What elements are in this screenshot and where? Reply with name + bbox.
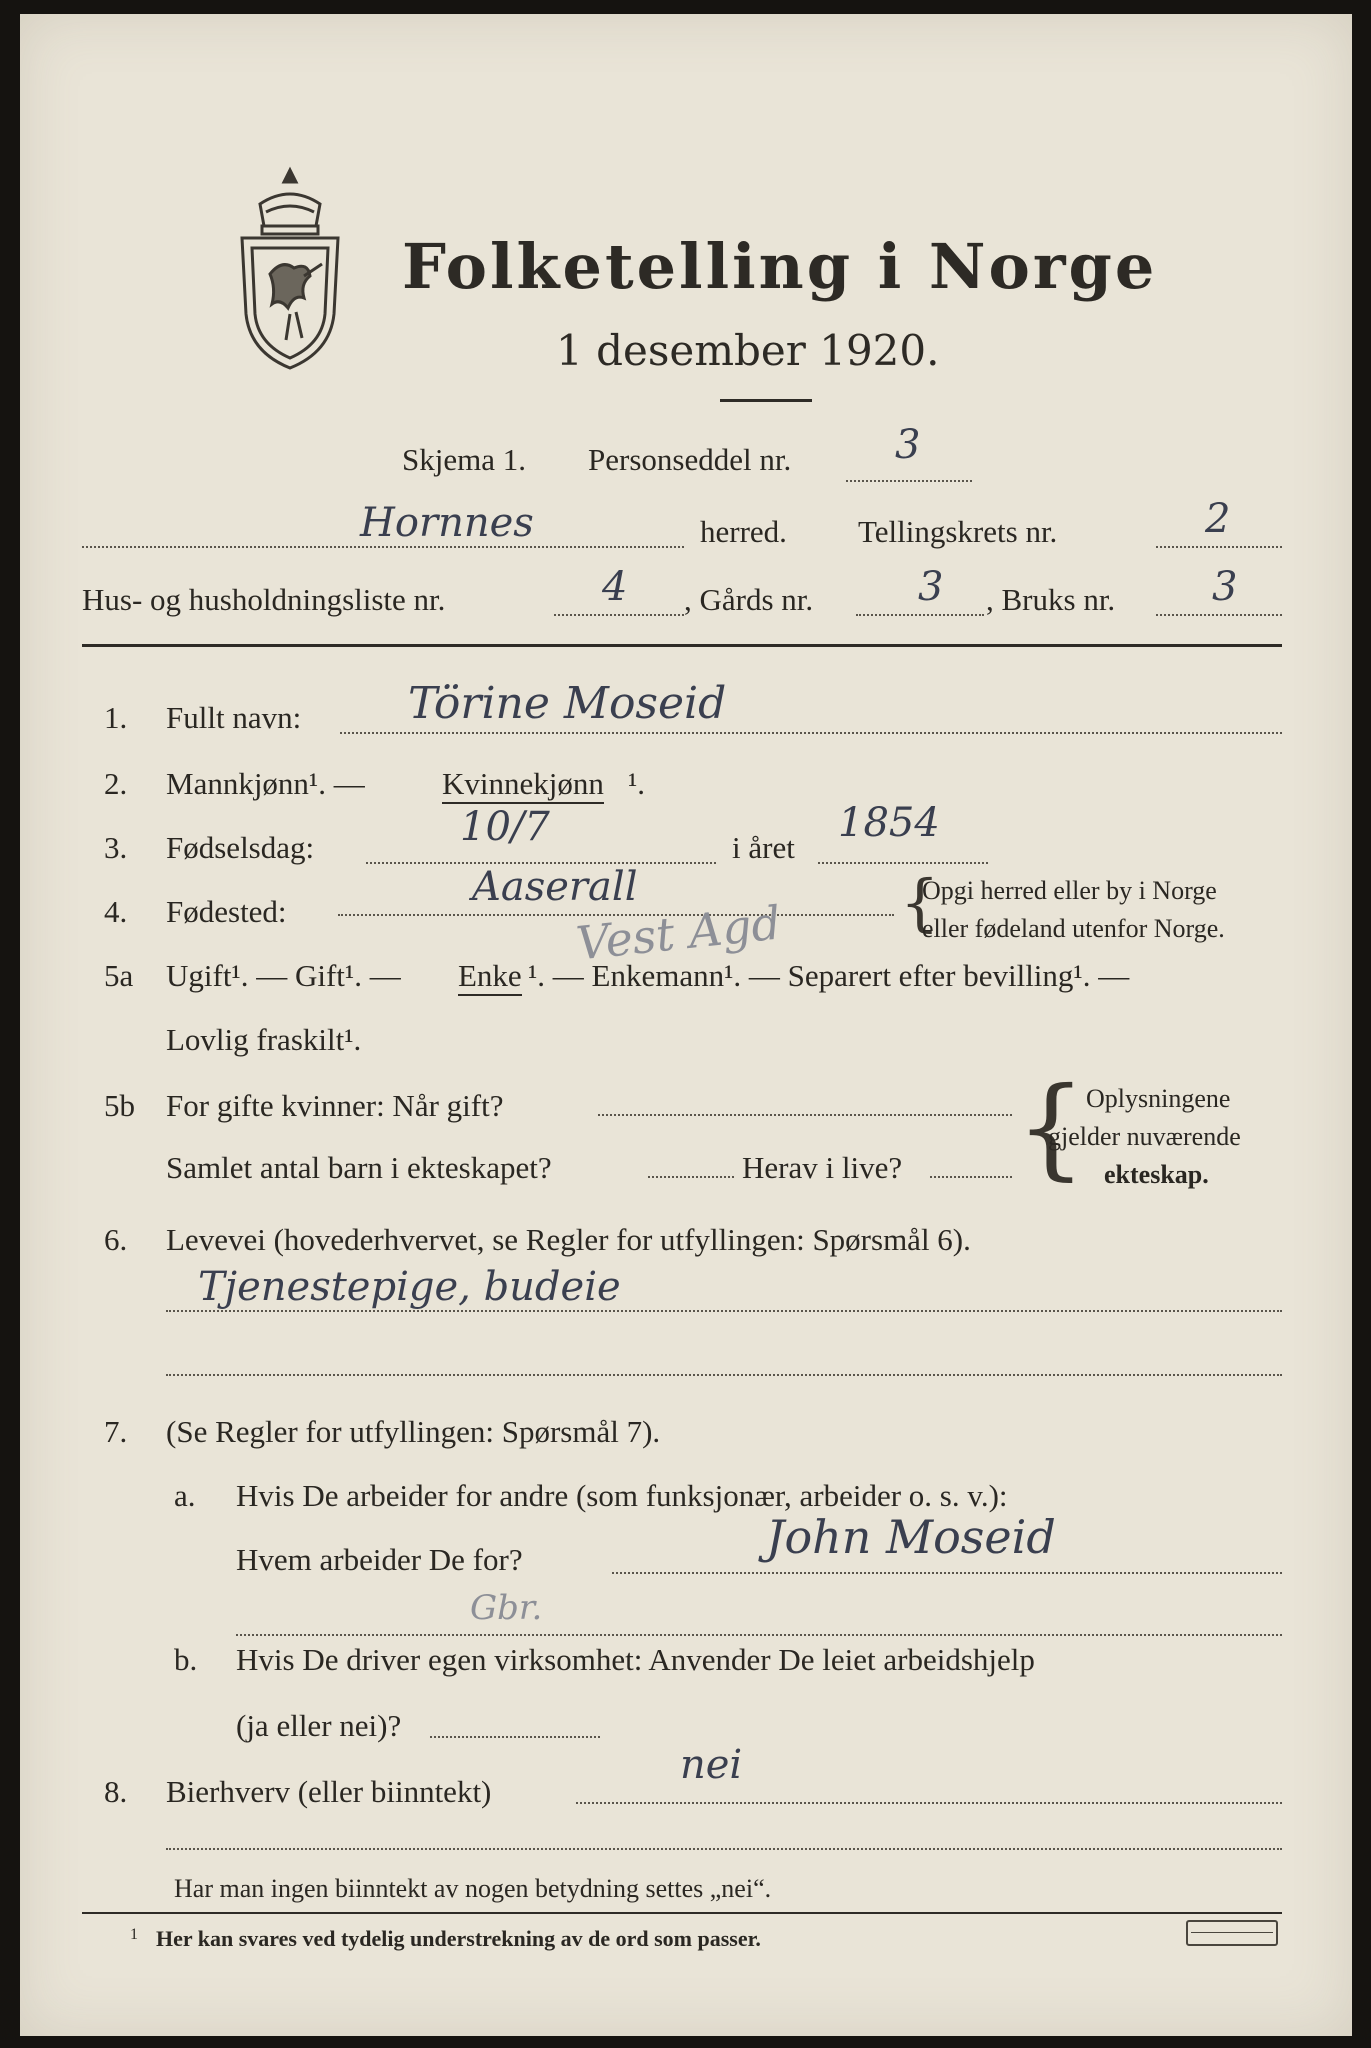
gender-female-option[interactable]: Kvinnekjønn <box>442 766 604 804</box>
q5b-number: 5b <box>104 1088 135 1123</box>
gender-male-option[interactable]: Mannkjønn¹. — <box>166 766 365 801</box>
q5a-number: 5a <box>104 958 134 993</box>
occupation-value[interactable]: Tjenestepige, budeie <box>198 1264 621 1310</box>
q6-number: 6. <box>104 1222 128 1257</box>
form-title: Folketelling i Norge <box>402 230 1158 303</box>
q6-label: Levevei (hovederhvervet, se Regler for utfyllingen: Spørsmål 6). <box>166 1222 971 1257</box>
q3-number: 3. <box>104 830 128 865</box>
q7a-line2-extra <box>236 1634 1282 1636</box>
skjema-label: Skjema 1. <box>402 442 526 477</box>
herred-label: herred. <box>700 514 787 549</box>
gards-value[interactable]: 3 <box>918 564 944 610</box>
herred-value[interactable]: Hornnes <box>360 500 534 546</box>
q5b-note-line1: Oplysningene <box>1086 1084 1231 1113</box>
q7a-letter: a. <box>174 1478 196 1513</box>
q8-label: Bierhverv (eller biinntekt) <box>166 1774 492 1809</box>
employer-pencil-note: Gbr. <box>470 1588 543 1628</box>
q5a-options-pre[interactable]: Ugift¹. — Gift¹. — <box>166 958 401 993</box>
header-separator <box>82 644 1282 647</box>
hus-label: Hus- og husholdningsliste nr. <box>82 582 446 617</box>
q1-label: Fullt navn: <box>166 700 302 735</box>
q7a-line1: Hvis De arbeider for andre (som funksjonær, arbeider o. s. v.): <box>236 1478 1008 1513</box>
title-divider <box>720 399 812 402</box>
q7b-line1: Hvis De driver egen virksomhet: Anvender De leiet arbeidshjelp <box>236 1642 1035 1677</box>
q5b-note-line3: ekteskap. <box>1104 1160 1209 1189</box>
hus-value[interactable]: 4 <box>602 564 628 610</box>
footnote-mark: 1 <box>130 1926 138 1943</box>
birthday-value[interactable]: 10/7 <box>460 804 550 850</box>
census-date: 1 desember 1920. <box>556 326 940 375</box>
q6-line1 <box>166 1310 1282 1312</box>
q5b-note-line2: gjelder nuværende <box>1048 1122 1241 1151</box>
q8-line1 <box>576 1802 1282 1804</box>
q5a-options-post[interactable]: ¹. — Enkemann¹. — Separert efter bevilling¹. — <box>528 958 1130 993</box>
q7b-answer-line <box>430 1736 600 1738</box>
q5b-alive-line <box>930 1176 1012 1178</box>
q3-year-line <box>818 862 988 864</box>
q8-number: 8. <box>104 1774 128 1809</box>
q3-label: Fødselsdag: <box>166 830 315 865</box>
q7a-employer-line <box>612 1572 1282 1574</box>
gards-label: , Gårds nr. <box>684 582 814 617</box>
tellingskrets-line <box>1156 546 1282 548</box>
q4-note-line1: Opgi herred eller by i Norge <box>922 876 1217 905</box>
gards-line <box>856 614 984 616</box>
q5a-line2[interactable]: Lovlig fraskilt¹. <box>166 1022 362 1057</box>
q7-number: 7. <box>104 1414 128 1449</box>
q1-number: 1. <box>104 700 128 735</box>
q6-line2 <box>166 1374 1282 1376</box>
birthplace-pencil-note: Vest Agd <box>573 895 784 971</box>
q5b-note-brace: { <box>1016 1063 1086 1191</box>
norwegian-coat-of-arms-icon <box>230 164 350 374</box>
q5b-married-line <box>598 1114 1012 1116</box>
q7a-line2: Hvem arbeider De for? <box>236 1542 523 1577</box>
full-name-value[interactable]: Törine Moseid <box>408 678 727 729</box>
q2-number: 2. <box>104 766 128 801</box>
footer-separator <box>82 1912 1282 1914</box>
tellingskrets-label: Tellingskrets nr. <box>858 514 1058 549</box>
herred-line <box>82 546 684 548</box>
bruks-line <box>1156 614 1282 616</box>
bruks-label: , Bruks nr. <box>986 582 1116 617</box>
q4-number: 4. <box>104 894 128 929</box>
q4-label: Fødested: <box>166 894 287 929</box>
q1-line <box>340 732 1282 734</box>
bruks-value[interactable]: 3 <box>1212 564 1238 610</box>
employer-value[interactable]: John Moseid <box>766 1510 1056 1564</box>
birth-year-value[interactable]: 1854 <box>838 800 940 846</box>
marital-widow-option[interactable]: Enke <box>458 958 522 996</box>
q8-line2 <box>166 1848 1282 1850</box>
q5b-line2b: Herav i live? <box>742 1150 903 1185</box>
birthplace-value[interactable]: Aaserall <box>472 864 638 910</box>
q5b-line2a: Samlet antal barn i ekteskapet? <box>166 1150 552 1185</box>
printer-stamp-icon <box>1186 1920 1278 1946</box>
tellingskrets-value[interactable]: 2 <box>1205 496 1231 542</box>
side-income-value[interactable]: nei <box>680 1742 743 1788</box>
q4-note-brace: { <box>900 866 940 939</box>
personseddel-value[interactable]: 3 <box>895 422 921 468</box>
footnote-text: Her kan svares ved tydelig understrekning av de ord som passer. <box>156 1926 761 1951</box>
q7-label: (Se Regler for utfyllingen: Spørsmål 7). <box>166 1414 661 1449</box>
census-form <box>20 14 1352 2036</box>
q5b-line1: For gifte kvinner: Når gift? <box>166 1088 504 1123</box>
personseddel-label: Personseddel nr. <box>588 442 792 477</box>
q4-note-line2: eller fødeland utenfor Norge. <box>922 914 1225 943</box>
q7b-line2: (ja eller nei)? <box>236 1708 402 1743</box>
gender-female-sup: ¹. <box>628 766 646 801</box>
hus-line <box>554 614 684 616</box>
q7b-letter: b. <box>174 1642 198 1677</box>
q3-year-label: i året <box>732 830 795 865</box>
footer-note: Har man ingen biinntekt av nogen betydning settes „nei“. <box>174 1874 772 1903</box>
q5b-children-line <box>648 1176 734 1178</box>
personseddel-line <box>846 480 972 482</box>
